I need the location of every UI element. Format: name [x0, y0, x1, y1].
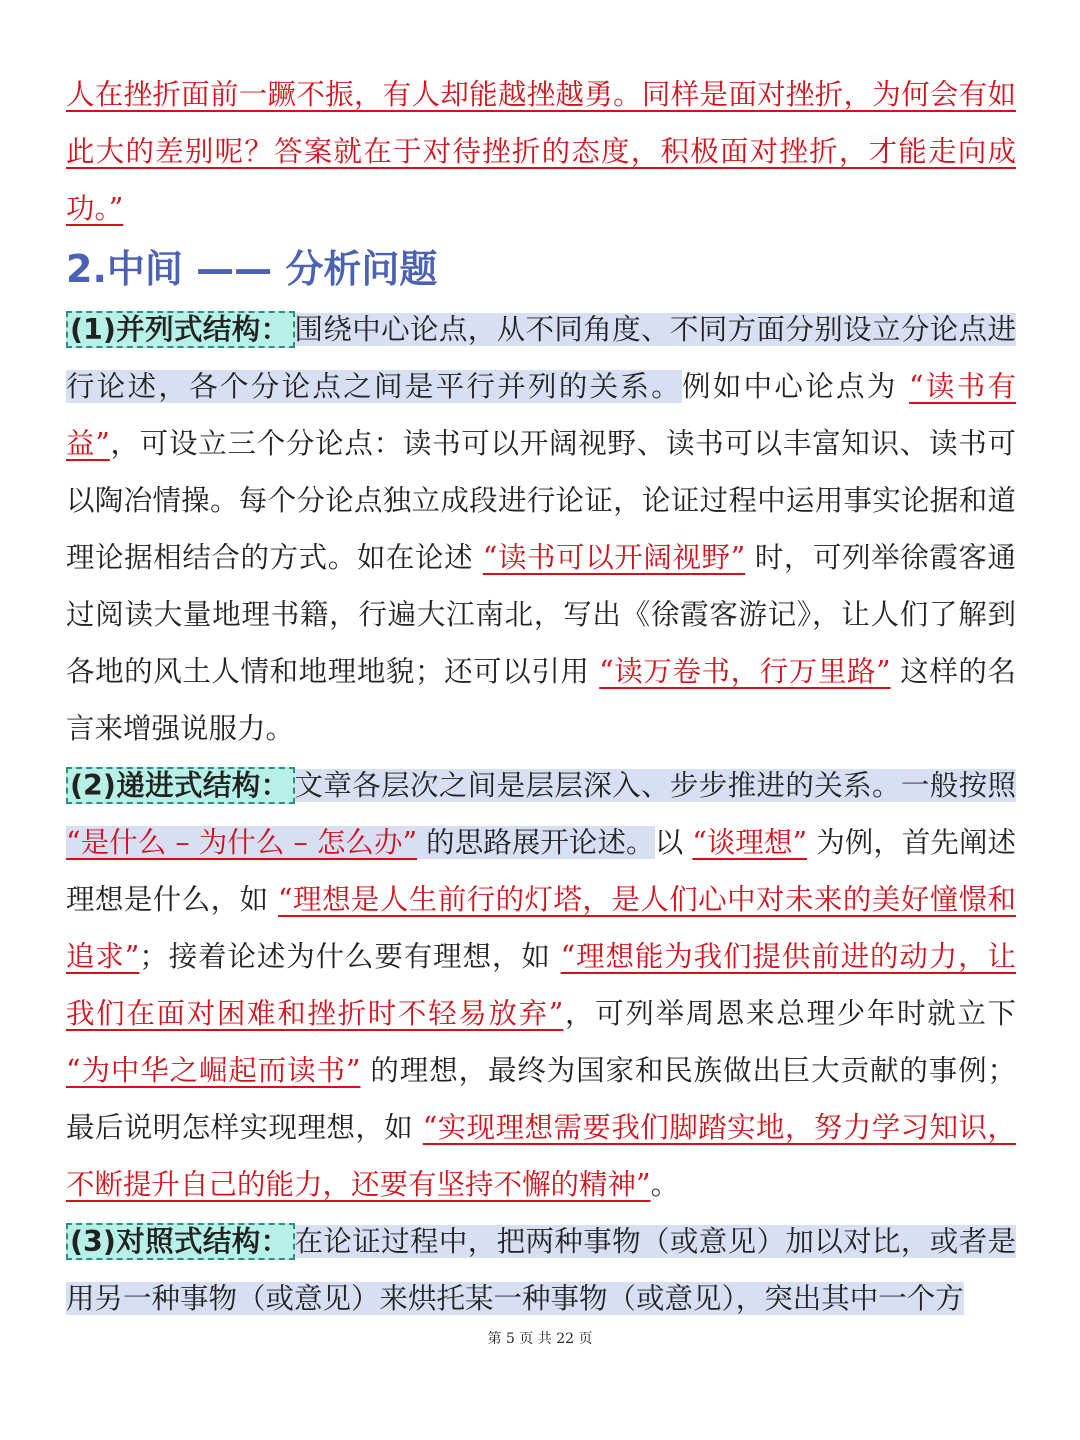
contrast-definition: 在论证过程中，把两种事物（或意见）加以对比，或者是用另一种事物（或意见）来烘托某一种事物（或意见），突出其中一个方 — [66, 1225, 1016, 1315]
progressive-quote-3: “理想是人生前行的灯塔，是人们心中对未来的美好憧憬和追求” — [66, 883, 1016, 973]
parallel-text-2: ，可设立三个分论点：读书可以开阔视野、读书可以丰富知识、读书可以陶冶情操。每个分论点独立成段进行论证，论证过程中运用事实论据和道理论据相结合的方式。如在论述 — [66, 427, 1016, 574]
progressive-structure-paragraph — [66, 757, 1016, 1213]
progressive-definition-b: 的思路展开论述。 — [417, 826, 655, 859]
parallel-structure-paragraph — [66, 301, 1016, 757]
progressive-quote-1: “是什么 – 为什么 – 怎么办” — [66, 826, 418, 859]
contrast-structure-tag: (3)对照式结构： — [66, 1223, 295, 1260]
intro-quote: 人在挫折面前一蹶不振，有人却能越挫越勇。同样是面对挫折，为何会有如此大的差别呢？答案就在于对待挫折的态度，积极面对挫折，才能走向成功。” — [66, 78, 1016, 225]
progressive-text-4: ，可列举周恩来总理少年时就立下 — [563, 997, 1016, 1030]
parallel-quote-3: “读万卷书，行万里路” — [599, 655, 891, 688]
progressive-quote-2: “谈理想” — [692, 826, 808, 859]
progressive-text-3: ；接着论述为什么要有理想，如 — [139, 940, 561, 973]
progressive-quote-4: “理想能为我们提供前进的动力，让我们在面对困难和挫折时不轻易放弃” — [66, 940, 1016, 1030]
progressive-quote-6: “实现理想需要我们脚踏实地，努力学习知识，不断提升自己的能力，还要有坚持不懈的精神” — [66, 1111, 1016, 1201]
parallel-quote-1: “读书有益” — [66, 370, 1016, 460]
parallel-text-3: 时，可列举徐霞客通过阅读大量地理书籍，行遍大江南北，写出《徐霞客游记》，让人们了解到各地的风土人情和地理地貌；还可以引用 — [66, 541, 1016, 688]
parallel-structure-tag: (1)并列式结构： — [66, 311, 295, 348]
contrast-structure-paragraph — [66, 1213, 1016, 1327]
parallel-definition: 围绕中心论点，从不同角度、不同方面分别设立分论点进行论述，各个分论点之间是平行并列的关系。 — [66, 313, 1016, 403]
progressive-text-1: 以 — [654, 826, 693, 859]
progressive-structure-tag: (2)递进式结构： — [66, 767, 295, 804]
progressive-text-6: 。 — [650, 1168, 680, 1201]
parallel-text-1: 例如中心论点为 — [682, 370, 910, 403]
progressive-quote-5: “为中华之崛起而读书” — [66, 1054, 361, 1087]
progressive-text-5: 的理想，最终为国家和民族做出巨大贡献的事例；最后说明怎样实现理想，如 — [66, 1054, 1016, 1144]
progressive-definition-a: 文章各层次之间是层层深入、步步推进的关系。一般按照 — [294, 769, 1016, 802]
intro-paragraph — [66, 66, 1016, 237]
section-heading: 2.中间 —— 分析问题 — [66, 247, 438, 291]
parallel-text-4: 这样的名言来增强说服力。 — [66, 655, 1016, 745]
page-footer: 第 5 页 共 22 页 — [487, 1331, 593, 1347]
document-page — [66, 66, 1016, 1327]
parallel-quote-2: “读书可以开阔视野” — [482, 541, 746, 574]
progressive-text-2: 为例，首先阐述理想是什么，如 — [66, 826, 1017, 916]
